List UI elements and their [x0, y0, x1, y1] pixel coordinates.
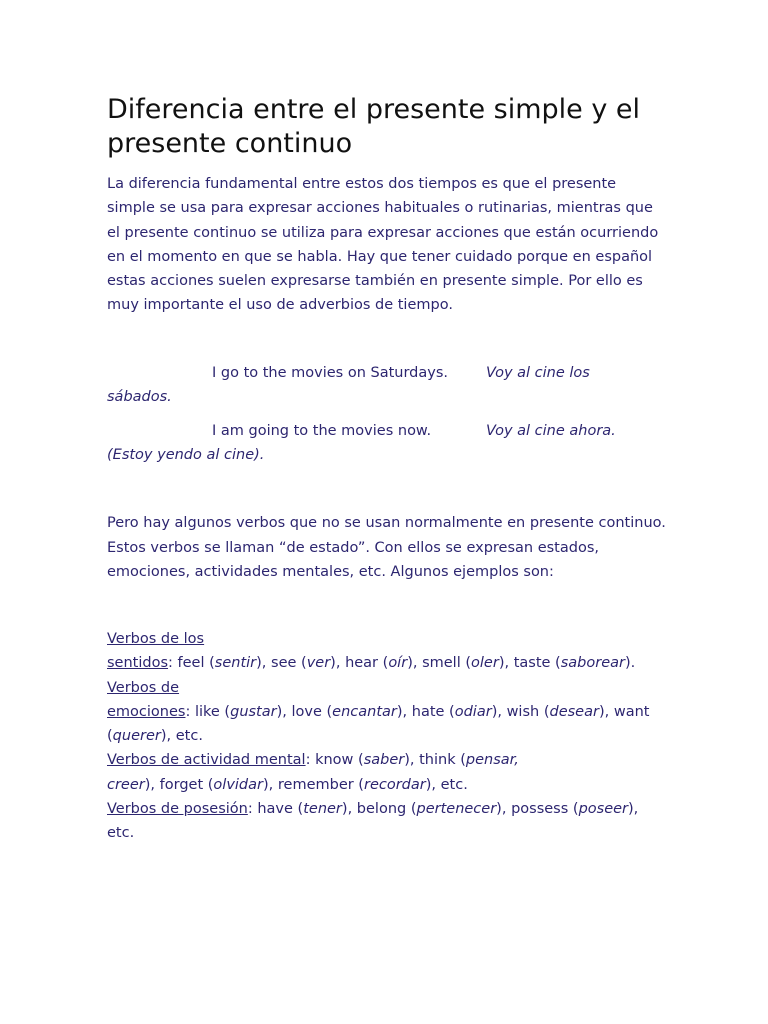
- example-english: I go to the movies on Saturdays.: [212, 365, 449, 381]
- verb-spanish: saber: [363, 752, 405, 769]
- verb-english: hate: [411, 703, 445, 720]
- verb-spanish: desear: [549, 703, 599, 720]
- posesion-heading: Verbos de posesión: [107, 801, 248, 818]
- verb-english: see: [271, 655, 297, 672]
- verb-english: possess: [511, 801, 569, 818]
- posesion-verbs-line-continued: [107, 821, 667, 845]
- verb-spanish: tener: [303, 801, 342, 818]
- verb-spanish: encantar: [332, 703, 397, 720]
- verb-spanish: sentir: [214, 655, 257, 672]
- verb-english: love: [291, 703, 322, 720]
- mental-heading: Verbos de actividad mental: [107, 752, 306, 769]
- verb-english: hear: [345, 655, 379, 672]
- example-spanish: Voy al cine ahora.: [486, 423, 616, 439]
- verb-spanish-continued: creer: [107, 776, 145, 793]
- verb-spanish: olvidar: [213, 776, 263, 793]
- verb-spanish: querer: [112, 728, 161, 745]
- verb-spanish: gustar: [230, 703, 277, 720]
- stative-verbs-paragraph: Pero hay algunos verbos que no se usan normalmente en presente continuo. Estos verbos se llaman “de estado”. Con ellos se expresan estados, emociones, actividades mentales, etc. Algunos ejemplos son:: [107, 515, 666, 580]
- verb-english: wish: [506, 703, 540, 720]
- verb-spanish: recordar: [363, 776, 426, 793]
- etc-text: etc.: [107, 825, 135, 842]
- verb-english: remember: [277, 776, 354, 793]
- verb-english: feel: [177, 655, 205, 672]
- verb-spanish: pensar,: [465, 752, 519, 769]
- emociones-verbs-line-continued: (querer), etc.: [107, 728, 203, 745]
- emociones-verbs-line: emociones: like (gustar), love (encantar), hate (odiar), wish (desear), want: [107, 703, 650, 720]
- verb-spanish: pertenecer: [416, 801, 497, 818]
- example-spanish-continued: sábados.: [107, 389, 172, 405]
- verb-spanish: oler: [471, 655, 499, 672]
- verb-english: like: [194, 703, 220, 720]
- emociones-heading-continued: emociones: [107, 703, 186, 720]
- posesion-verbs-line: Verbos de posesión: have (tener), belong (pertenecer), possess (poseer),: [107, 801, 639, 818]
- mental-verbs-line-continued: creer), forget (olvidar), remember (recordar), etc.: [107, 776, 468, 793]
- etc-text: etc.: [175, 728, 203, 745]
- verb-spanish: odiar: [454, 703, 492, 720]
- example-spanish: Voy al cine los: [486, 365, 590, 381]
- etc-text: etc.: [440, 776, 468, 793]
- sentidos-verbs-line: sentidos: feel (sentir), see (ver), hear (oír), smell (oler), taste (saborear).: [107, 655, 636, 672]
- intro-paragraph: La diferencia fundamental entre estos dos tiempos es que el presente simple se usa para expresar acciones habituales o rutinarias, mientras que el presente continuo se utiliza para expresar acciones que están ocurriendo en el momento en que se habla. Hay que tener cuidado porque en español estas acciones suelen expresarse también en presente simple. Por ello es muy importante el uso de adverbios de tiempo.: [107, 176, 659, 314]
- verb-english: forget: [159, 776, 204, 793]
- sentidos-heading-continued: sentidos: [107, 655, 169, 672]
- example-english: I am going to the movies now.: [212, 423, 432, 439]
- sentidos-heading-line: [107, 627, 667, 651]
- verb-groups-list: [107, 627, 667, 846]
- verb-english: know: [315, 752, 354, 769]
- verb-english: smell: [422, 655, 461, 672]
- example-spanish-continued: (Estoy yendo al cine).: [107, 447, 265, 463]
- sentidos-heading: Verbos de los: [107, 631, 205, 647]
- verb-spanish: ver: [306, 655, 331, 672]
- verb-spanish: oír: [388, 655, 408, 672]
- document-title: Diferencia entre el presente simple y el presente continuo: [107, 94, 641, 159]
- emociones-heading-line: [107, 676, 667, 700]
- verb-english: think: [419, 752, 456, 769]
- verb-english: want: [613, 703, 650, 720]
- verb-spanish: poseer: [578, 801, 628, 818]
- verb-english: have: [257, 801, 293, 818]
- verb-english: belong: [356, 801, 407, 818]
- verb-spanish: saborear: [560, 655, 625, 672]
- verb-english: taste: [513, 655, 551, 672]
- mental-verbs-line: Verbos de actividad mental: know (saber), think (pensar,: [107, 752, 519, 769]
- emociones-heading: Verbos de: [107, 679, 180, 696]
